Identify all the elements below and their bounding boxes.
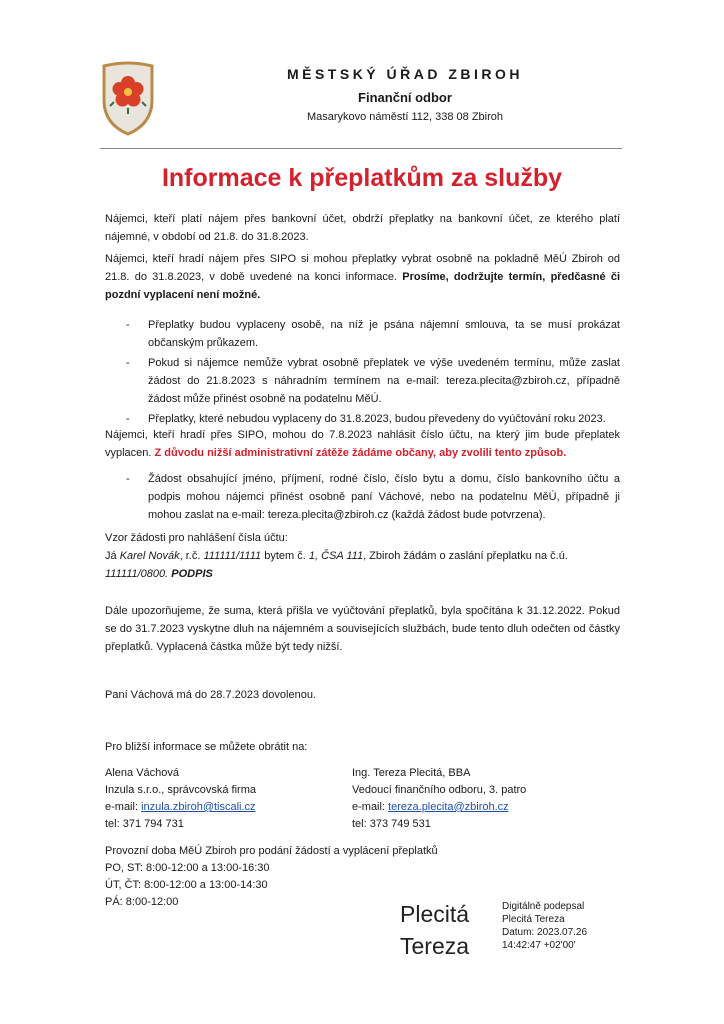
digital-signature-name [400,898,469,962]
deadline-warning: Prosíme, dodržujte termín, předčasné či pozdní vyplacení není možné. [105,271,620,301]
paragraph-debt-notice: Dále upozorňujeme, že suma, která přišla ve vyúčtování přeplatků, byla spočítána k 31.12.2022. Pokud se do 31.7.2023 vyskytne dluh na nájemném a souvisejících službách, bude tento dluh odečten od částky přeplatků. Vyplacená částka může být tedy nižší. [105,605,620,653]
list-item-text: Přeplatky, které nebudou vyplaceny do 31.8.2023, budou převedeny do vyúčtování roku 2023. [148,413,606,425]
bullet-dash: - [126,357,130,369]
contact-email [352,799,612,816]
hours-line: PÁ: 8:00-12:00 [105,896,179,908]
contact-role: Vedoucí finančního odboru, 3. patro [352,784,527,796]
bullet-dash: - [126,319,130,331]
contact-name: Ing. Tereza Plecitá, BBA [352,767,471,779]
paragraph-sipo-cash [105,250,620,304]
signature-meta-line: 14:42:47 +02'00' [502,940,576,951]
signature-meta-line: Datum: 2023.07.26 [502,927,588,938]
sample-request [105,529,620,583]
email-link[interactable]: inzula.zbiroh@tiscali.cz [141,801,256,813]
sample-address: 1, ČSA 111 [308,550,364,562]
list-item [105,470,620,524]
paragraph-sipo-account [105,426,620,462]
vacation-notice: Paní Váchová má do 28.7.2023 dovolenou. [105,689,316,701]
highlighted-request: Z důvodu nižší administrativní zátěže žádáme občany, aby zvolili tento způsob. [154,447,567,459]
sample-birth-number: 111111/1111 [203,550,262,562]
sample-text [105,547,620,583]
contacts-heading: Pro bližší informace se můžete obrátit na: [105,741,308,753]
hours-line: PO, ST: 8:00-12:00 a 13:00-16:30 [105,862,270,874]
contact-vachova [105,765,345,833]
sample-signature: PODPIS [171,568,213,580]
sample-part: Já [105,550,120,562]
signature-surname: Plecitá [400,901,470,927]
sample-part: , Zbiroh žádám o zaslání přeplatku na č.ú. [363,550,568,562]
contact-name: Alena Váchová [105,767,179,779]
signature-firstname: Tereza [400,933,470,959]
list-item [105,354,620,408]
hours-heading: Provozní doba MěÚ Zbiroh pro podání žádostí a vyplácení přeplatků [105,845,438,857]
contact-email [105,799,345,816]
digital-signature-meta [502,900,587,952]
coat-of-arms-logo [100,60,156,136]
contact-role: Inzula s.r.o., správcovská firma [105,784,256,796]
bullet-dash: - [126,413,130,425]
sample-heading: Vzor žádosti pro nahlášení čísla účtu: [105,532,288,544]
list-item [105,316,620,352]
office-name: MĚSTSKÝ ÚŘAD ZBIROH [286,66,524,82]
hours-line: ÚT, ČT: 8:00-12:00 a 13:00-14:30 [105,879,268,891]
signature-meta-line: Plecitá Tereza [502,914,565,925]
email-label: e-mail: [352,801,389,813]
sample-part: bytem č. [261,550,309,562]
header-divider [100,148,622,149]
sample-account: 111111/0800. [105,568,169,580]
bullet-dash: - [126,473,130,485]
contact-plecita [352,765,612,833]
contact-phone: tel: 371 794 731 [105,818,184,830]
office-address: Masarykovo náměstí 112, 338 08 Zbiroh [306,111,504,123]
sample-part: , r.č. [179,550,204,562]
conditions-list [105,316,620,430]
department-name: Finanční odbor [358,90,452,105]
paragraph-text: Nájemci, kteří hradí nájem přes SIPO si mohou přeplatky vybrat osobně na pokladně MěÚ Zbiroh od 21.8. do 31.8.2023, v době uvedené na konci informace. [105,253,620,283]
list-item-text: Žádost obsahující jméno, příjmení, rodné číslo, číslo bytu a domu, číslo bankovního účtu a podpis mohou nájemci přinést osobně paní Váchové, nebo na podatelnu MěÚ, případně ji mohou zaslat na e-mail: tereza.plecita@zbiroh.cz (každá žádost bude potvrzena). [148,473,620,521]
paragraph-bank-account: Nájemci, kteří platí nájem přes bankovní účet, obdrží přeplatky na bankovní účet, ze kterého platí nájemné, v období od 21.8. do 31.8.2023. [105,213,620,243]
sample-name: Karel Novák [119,550,180,562]
email-link[interactable]: tereza.plecita@zbiroh.cz [388,801,509,813]
email-label: e-mail: [105,801,142,813]
contact-phone: tel: 373 749 531 [352,818,431,830]
request-list [105,470,620,526]
document-title: Informace k přeplatkům za služby [161,164,563,192]
list-item-text: Pokud si nájemce nemůže vybrat osobně přeplatek ve výše uvedeném termínu, může zaslat žádost do 21.8.2023 s náhradním termínem na e-mail: tereza.plecita@zbiroh.cz, případně žádost může přinést osobně na podatelnu MěÚ. [148,357,620,405]
list-item-text: Přeplatky budou vyplaceny osobě, na níž je psána nájemní smlouva, ta se musí prokázat občanským průkazem. [148,319,620,349]
paragraph-text: Nájemci, kteří hradí přes SIPO, mohou do 7.8.2023 nahlásit číslo účtu, na který jim bude přeplatek vyplacen. [105,429,620,459]
signature-meta-line: Digitálně podepsal [502,901,585,912]
